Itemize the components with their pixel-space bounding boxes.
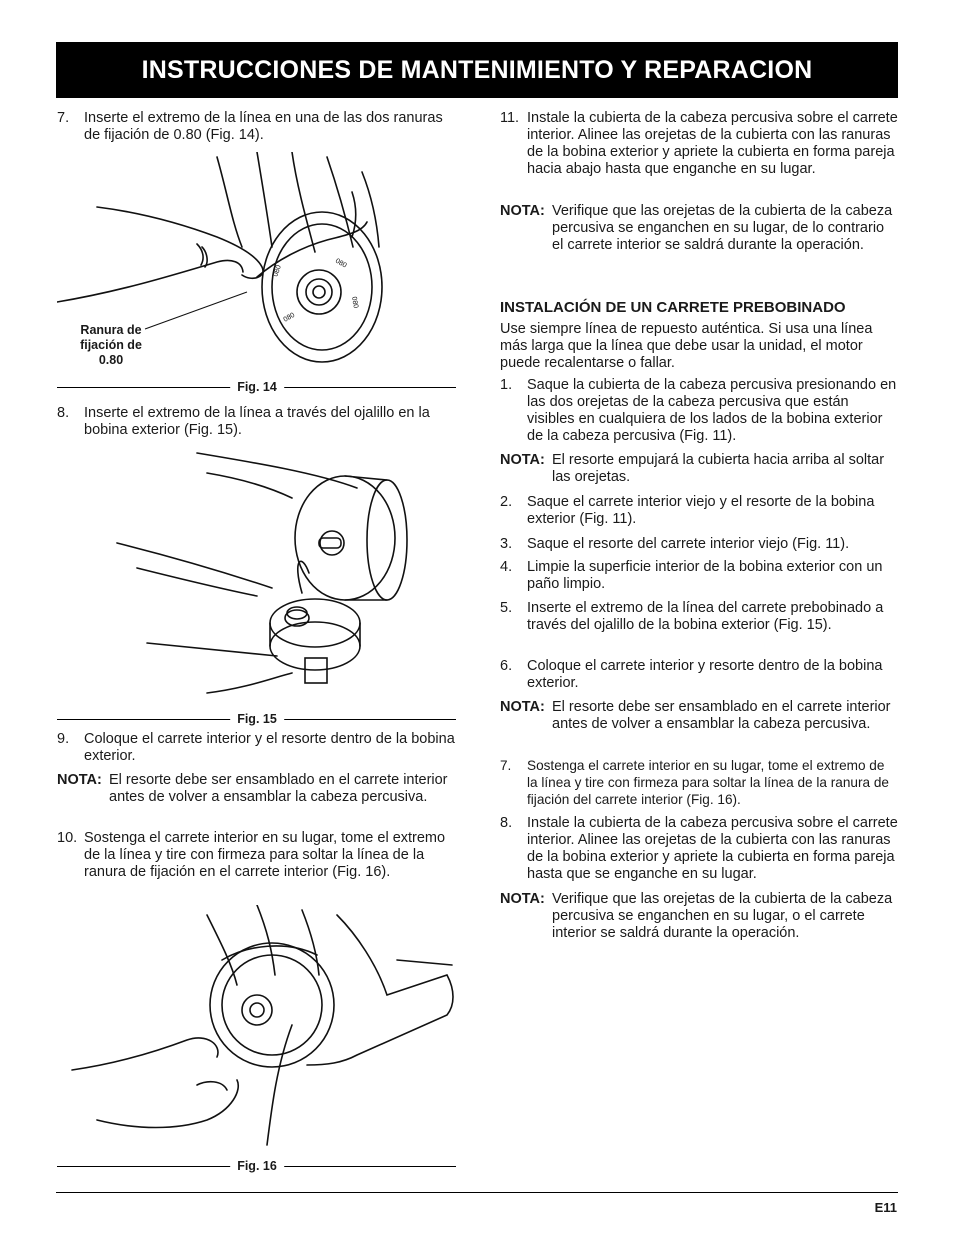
step-number: 3. — [500, 536, 513, 552]
step-text: Inserte el extremo de la línea en una de las dos ranuras de fijación de 0.80 (Fig. 14). — [84, 110, 443, 143]
prebob-step-2 — [500, 494, 898, 528]
step-number: 4. — [500, 559, 513, 575]
step-number: 8. — [500, 815, 513, 831]
step-text: Coloque el carrete interior y el resorte dentro de la bobina exterior. — [84, 731, 455, 764]
step-number: 8. — [57, 405, 70, 421]
step-text: Instale la cubierta de la cabeza percusiva sobre el carrete interior. Alinee las orejetas de la cubierta con las ranuras de la bobina exterior y apriete la cubierta en forma pareja hasta que se enganche en su lugar. — [527, 815, 898, 882]
step-number: 6. — [500, 658, 513, 674]
prebob-step-7 — [500, 757, 898, 808]
step-7 — [57, 110, 457, 144]
note-label: NOTA: — [500, 699, 545, 715]
step-number: 1. — [500, 377, 513, 393]
step-number: 7. — [500, 758, 512, 773]
spool-mark: 080 — [272, 264, 283, 278]
step-text: Coloque el carrete interior y resorte dentro de la bobina exterior. — [527, 658, 883, 691]
fig15-label: Fig. 15 — [230, 711, 284, 728]
prebob-step-8 — [500, 815, 898, 883]
prebob-step-6 — [500, 658, 898, 692]
step-number: 2. — [500, 494, 513, 510]
prebob-step-3 — [500, 536, 898, 553]
note-label: NOTA: — [57, 772, 102, 788]
page-number: E11 — [874, 1200, 897, 1215]
note-label: NOTA: — [500, 891, 545, 907]
note-text: El resorte empujará la cubierta hacia arriba al soltar las orejetas. — [552, 452, 885, 485]
step-text: Limpie la superficie interior de la bobina exterior con un paño limpio. — [527, 559, 883, 592]
step-text: Sostenga el carrete interior en su lugar, tome el extremo de la línea y tire con firmeza para soltar la línea de la ranura de fijación en el carrete interior (Fig. 16). — [84, 830, 446, 880]
step-text: Inserte el extremo de la línea a través del ojalillo en la bobina exterior (Fig. 15). — [84, 405, 430, 438]
note-text: Verifique que las orejetas de la cubierta de la cabeza percusiva se enganchen en su lugar, o el carrete interior se saldrá durante la operación. — [552, 891, 893, 941]
note-text: El resorte debe ser ensamblado en el carrete interior antes de volver a ensamblar la cabeza percusiva. — [109, 772, 448, 805]
step-text: Instale la cubierta de la cabeza percusiva sobre el carrete interior. Alinee las orejetas de la cubierta con las ranuras de la bobina exterior y apriete la cubierta en forma pareja hacia abajo hasta que enganche en su lugar. — [527, 110, 898, 177]
step-text: Saque el resorte del carrete interior viejo (Fig. 11). — [527, 536, 850, 552]
step-10 — [57, 830, 457, 881]
note-11 — [500, 203, 898, 254]
step-9 — [57, 731, 457, 765]
step-number: 9. — [57, 731, 70, 747]
prebob-step-1 — [500, 377, 898, 445]
step-number: 5. — [500, 600, 513, 616]
step-11 — [500, 110, 898, 178]
note-label: NOTA: — [500, 203, 545, 219]
prebob-note-1 — [500, 452, 898, 486]
note-text: Verifique que las orejetas de la cubierta de la cabeza percusiva se enganchen en su lugar, de lo contrario el carrete interior se saldrá durante la operación. — [552, 203, 893, 253]
fig16-label: Fig. 16 — [230, 1158, 284, 1175]
step-text: Sostenga el carrete interior en su lugar, tome el extremo de la línea y tire con firmeza para soltar la línea de la ranura de fijación del carrete interior (Fig. 16). — [527, 758, 889, 807]
page-header — [56, 42, 898, 98]
step-text: Saque la cubierta de la cabeza percusiva presionando en las dos orejetas de la cabeza percusiva que están visibles en cualquiera de los lados de la bobina exterior de la cabeza percusiva (Fig. 11). — [527, 377, 897, 444]
step-number: 7. — [57, 110, 70, 126]
note-9 — [57, 772, 457, 806]
fig16-illustration — [57, 905, 457, 1155]
prebob-step-4 — [500, 559, 898, 593]
step-text: Inserte el extremo de la línea del carrete prebobinado a través del ojalillo de la bobina exterior (Fig. 15). — [527, 600, 884, 633]
fig14-callout: Ranura de fijación de 0.80 — [80, 323, 142, 367]
step-number: 11. — [500, 110, 520, 126]
note-text: El resorte debe ser ensamblado en el carrete interior antes de volver a ensamblar la cabeza percusiva. — [552, 699, 891, 732]
prebob-note-8 — [500, 891, 898, 942]
section-heading: INSTALACIÓN DE UN CARRETE PREBOBINADO — [500, 299, 846, 316]
spool-mark: 080 — [350, 296, 359, 309]
fig15-illustration — [57, 448, 457, 706]
prebob-note-6 — [500, 699, 898, 733]
page-title: INSTRUCCIONES DE MANTENIMIENTO Y REPARACION — [141, 55, 813, 84]
spool-mark: 080 — [282, 311, 297, 324]
note-label: NOTA: — [500, 452, 545, 468]
step-number: 10. — [57, 830, 78, 846]
fig14-label: Fig. 14 — [230, 379, 284, 396]
spool-mark: 080 — [334, 257, 348, 270]
step-text: Saque el carrete interior viejo y el resorte de la bobina exterior (Fig. 11). — [527, 494, 875, 527]
footer-rule — [56, 1192, 898, 1193]
prebob-step-5 — [500, 600, 898, 634]
section-intro: Use siempre línea de repuesto auténtica. Si usa una línea más larga que la línea que debe usar la unidad, el motor puede recalentarse o fallar. — [500, 321, 873, 371]
step-8 — [57, 405, 457, 439]
